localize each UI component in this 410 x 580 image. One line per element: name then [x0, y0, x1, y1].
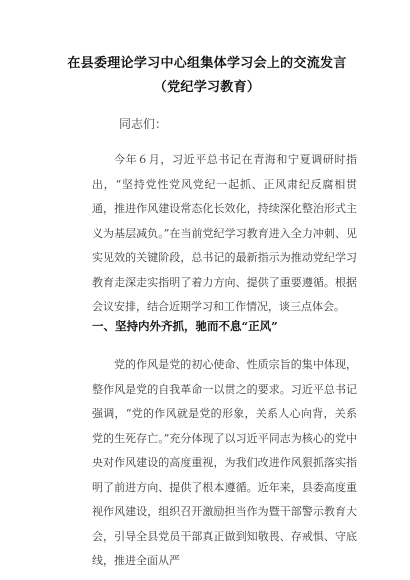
- salutation: 同志们：: [119, 117, 168, 131]
- body-paragraph-1: 今年６月，习近平总书记在青海和宁夏调研时指出，“坚持党性党风党纪一起抓、正风肃纪反腐相贯通，推进作风建设常态化长效化，持续深化整治形式主义为基层减负。”在当前党纪学习教育进入全力冲刺、见实见效的关键阶段，总书记的最新指示为推动党纪学习教育走深走实指明了着力方向、提供了重要遵循。根据会议安排，结合近期学习和工作情况，谈三点体会。: [92, 153, 357, 313]
- section-heading-1: 一、坚持内外齐抓，驰而不息“正风”: [92, 319, 278, 333]
- document-title: 在县委理论学习中心组集体学习会上的交流发言（党纪学习教育）: [67, 56, 347, 95]
- body-paragraph-2: 党的作风是党的初心使命、性质宗旨的集中体现，整作风是党的自我革命一以贯之的要求。习近平总书记强调，“党的作风就是党的形象，关系人心向背，关系党的生死存亡。”充分体现了以习近平同志为核心的党中央对作风建设的高度重视，为我们改进作风狠抓落实指明了前进方向、提供了根本遵循。近年来，县委高度重视作风建设，组织召开激励担当作为暨干部警示教育大会，引导全县党员干部真正做到知敬畏、存戒惧、守底线，推进全面从严: [92, 358, 357, 567]
